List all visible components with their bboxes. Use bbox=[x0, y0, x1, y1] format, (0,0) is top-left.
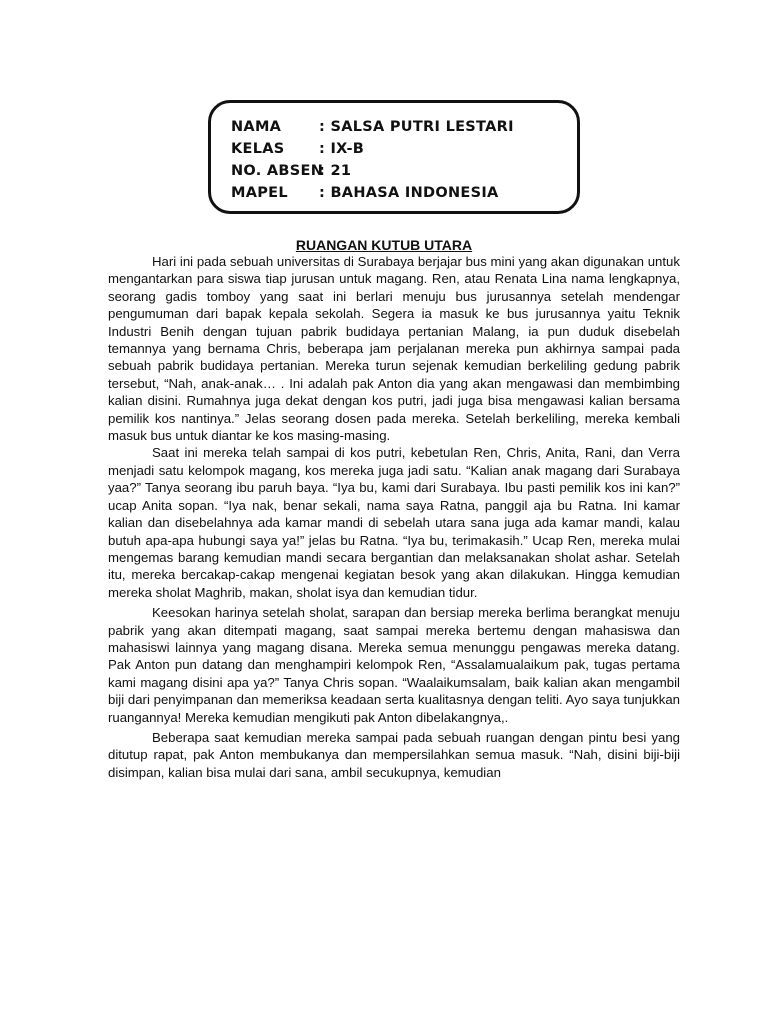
nama-value: : SALSA PUTRI LESTARI bbox=[319, 119, 514, 135]
story-title-text: RUANGAN KUTUB UTARA bbox=[295, 237, 473, 253]
identity-row-absen bbox=[231, 161, 351, 181]
identity-box bbox=[208, 100, 580, 214]
story-paragraph-3: Keesokan harinya setelah sholat, sarapan dan bersiap mereka berlima berangkat menuju pabrik yang akan ditempati magang, saat sampai mereka bertemu dengan mahasiswa dan mahasiswi lainnya yang magang disana. Mereka semua menunggu pengawas mereka datang. Pak Anton pun datang dan menghampiri kelompok Ren, “Assalamualaikum pak, tugas pertama kami magang disini apa ya?” Tanya Chris sopan. “Waalaikumsalam, baik kalian akan mengambil biji dari penyimpanan dan memeriksa keadaan serta kualitasnya dengan teliti. Ayo saya tunjukkan ruangannya! Mereka kemudian mengikuti pak Anton dibelakangnya,. bbox=[108, 605, 680, 725]
story-paragraph-4: Beberapa saat kemudian mereka sampai pada sebuah ruangan dengan pintu besi yang ditutup rapat, pak Anton membukanya dan mempersilahkan semua masuk. “Nah, disini biji-biji disimpan, kalian bisa mulai dari sana, ambil secukupnya, kemudian bbox=[108, 729, 680, 780]
story-paragraph-2: Saat ini mereka telah sampai di kos putri, kebetulan Ren, Chris, Anita, Rani, dan Verra menjadi satu kelompok magang, kos mereka juga jadi satu. “Kalian anak magang dari Surabaya yaa?” Tanya seorang ibu paruh baya. “Iya bu, kami dari Surabaya. Ibu pasti pemilik kos ini kan?” ucap Anita sopan. “Iya nak, benar sekali, nama saya Ratna, panggil aja bu Ratna. Ini kamar kalian dan disebelahnya ada kamar mandi di sebelah utara sana juga ada kamar mandi, kalau butuh apa-apa hubungi saya ya!” jelas bu Ratna. “Iya bu, terimakasih.” Ucap Ren, mereka mulai mengemas barang kemudian mandi secara bergantian dan melaksanakan sholat ashar. Setelah itu, mereka bercakap-cakap mengenai kegiatan besok yang akan dilakukan. Hingga kemudian mereka sholat Maghrib, makan, sholat isya dan kemudian tidur. bbox=[108, 445, 680, 600]
absen-value: : 21 bbox=[319, 163, 352, 179]
mapel-label: MAPEL bbox=[231, 185, 288, 201]
absen-label: NO. ABSEN bbox=[231, 163, 324, 179]
story-paragraph-1: Hari ini pada sebuah universitas di Surabaya berjajar bus mini yang akan digunakan untuk mengantarkan para siswa tiap jurusan untuk magang. Ren, atau Renata Lina nama lengkapnya, seorang gadis tomboy yang saat ini berlari menuju bus jurusannya setelah mendengar pengumuman dari bapak kepala sekolah. Segera ia masuk ke bus jurusannya yaitu Teknik Industri Benih dengan tujuan pabrik budidaya pertanian Malang, ia pun duduk disebelah temannya yang bernama Chris, beberapa jam perjalanan mereka pun akhirnya sampai pada sebuah pabrik budidaya pertanian. Mereka turun sejenak kemudian berkeliling gedung pabrik tersebut, “Nah, anak-anak… . Ini adalah pak Anton dia yang akan mengawasi dan membimbing kalian disini. Rumahnya juga dekat dengan kos putri, jadi juga bisa mengawasi kalian bersama pemilik kos nantinya.” Jelas seorang dosen pada mereka. Setelah berkeliling, mereka kembali masuk bus untuk diantar ke kos masing-masing. bbox=[108, 254, 680, 444]
story-title bbox=[0, 236, 768, 254]
identity-row-mapel bbox=[231, 183, 499, 203]
nama-label: NAMA bbox=[231, 119, 282, 135]
story-body bbox=[108, 253, 680, 781]
kelas-value: : IX-B bbox=[319, 141, 365, 157]
identity-row-kelas bbox=[231, 139, 364, 159]
kelas-label: KELAS bbox=[231, 141, 285, 157]
identity-row-nama bbox=[231, 117, 514, 137]
mapel-value: : BAHASA INDONESIA bbox=[319, 185, 499, 201]
